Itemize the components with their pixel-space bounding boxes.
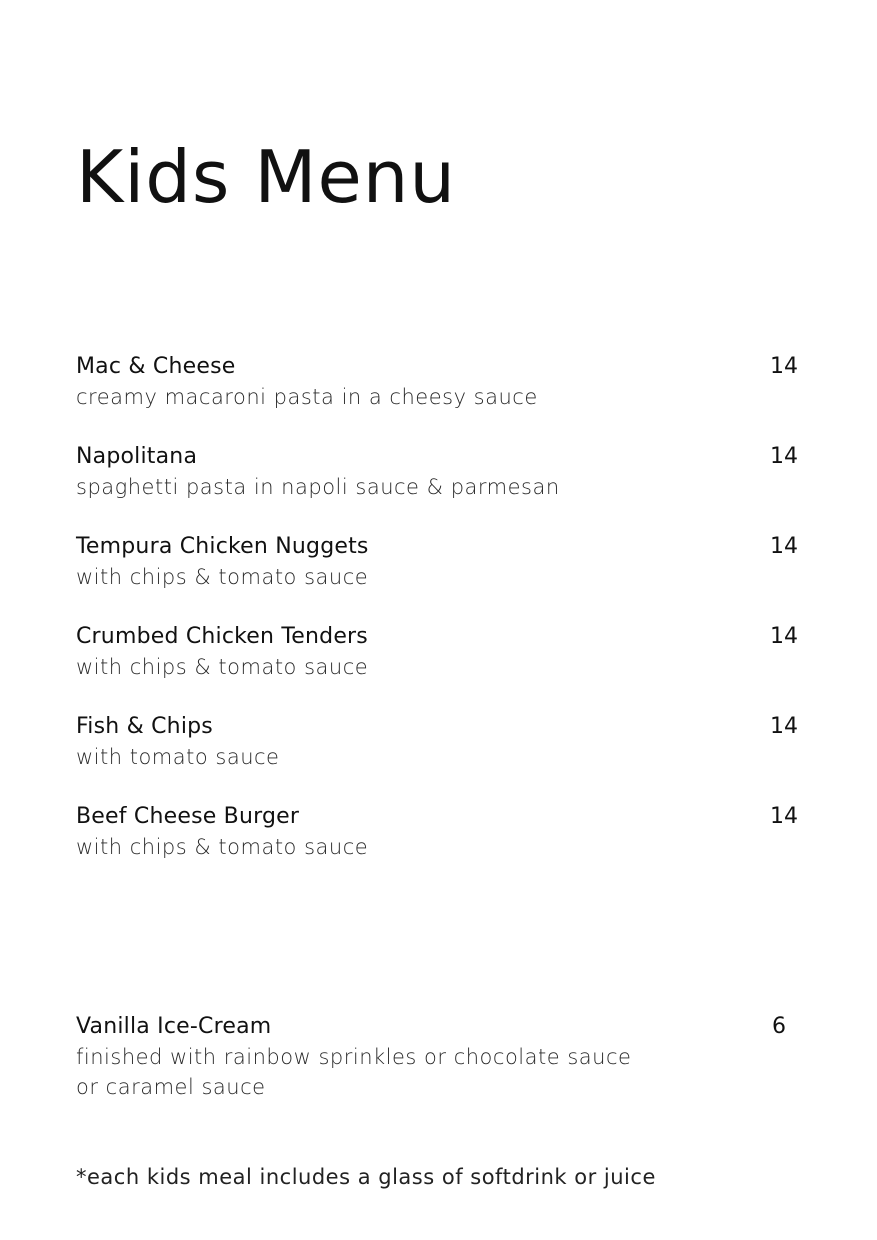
menu-item-price: 14 bbox=[770, 534, 798, 559]
menu-item-price: 14 bbox=[770, 714, 798, 739]
menu-item bbox=[76, 622, 806, 682]
menu-item bbox=[76, 712, 806, 772]
menu-item-name: Napolitana bbox=[76, 444, 198, 469]
menu-item-price: 14 bbox=[770, 804, 798, 829]
menu-item-description: with chips & tomato sauce bbox=[76, 655, 369, 679]
menu-item-name: Mac & Cheese bbox=[76, 354, 236, 379]
menu-item-price: 14 bbox=[770, 444, 798, 469]
menu-item-description: with chips & tomato sauce bbox=[76, 835, 369, 859]
dessert-item bbox=[76, 1012, 806, 1102]
dessert-item-description-line1: finished with rainbow sprinkles or chocolate sauce bbox=[76, 1045, 632, 1069]
menu-item-description: with chips & tomato sauce bbox=[76, 565, 369, 589]
menu-item-name: Tempura Chicken Nuggets bbox=[76, 534, 369, 559]
menu-item-description: spaghetti pasta in napoli sauce & parmesan bbox=[76, 475, 560, 499]
menu-item-price: 14 bbox=[770, 354, 798, 379]
page-title: Kids Menu bbox=[76, 135, 457, 219]
menu-item-description: creamy macaroni pasta in a cheesy sauce bbox=[76, 385, 538, 409]
dessert-item-description-line2: or caramel sauce bbox=[76, 1075, 266, 1099]
menu-item-description: with tomato sauce bbox=[76, 745, 280, 769]
menu-item bbox=[76, 442, 806, 502]
footnote: *each kids meal includes a glass of softdrink or juice bbox=[76, 1165, 656, 1189]
menu-item-name: Fish & Chips bbox=[76, 714, 213, 739]
menu-item-name: Crumbed Chicken Tenders bbox=[76, 624, 368, 649]
menu-item bbox=[76, 802, 806, 862]
menu-item-price: 14 bbox=[770, 624, 798, 649]
dessert-item-name: Vanilla Ice-Cream bbox=[76, 1014, 272, 1039]
menu-item-name: Beef Cheese Burger bbox=[76, 804, 300, 829]
dessert-item-price: 6 bbox=[772, 1014, 786, 1039]
menu-item bbox=[76, 532, 806, 592]
menu-item bbox=[76, 352, 806, 412]
